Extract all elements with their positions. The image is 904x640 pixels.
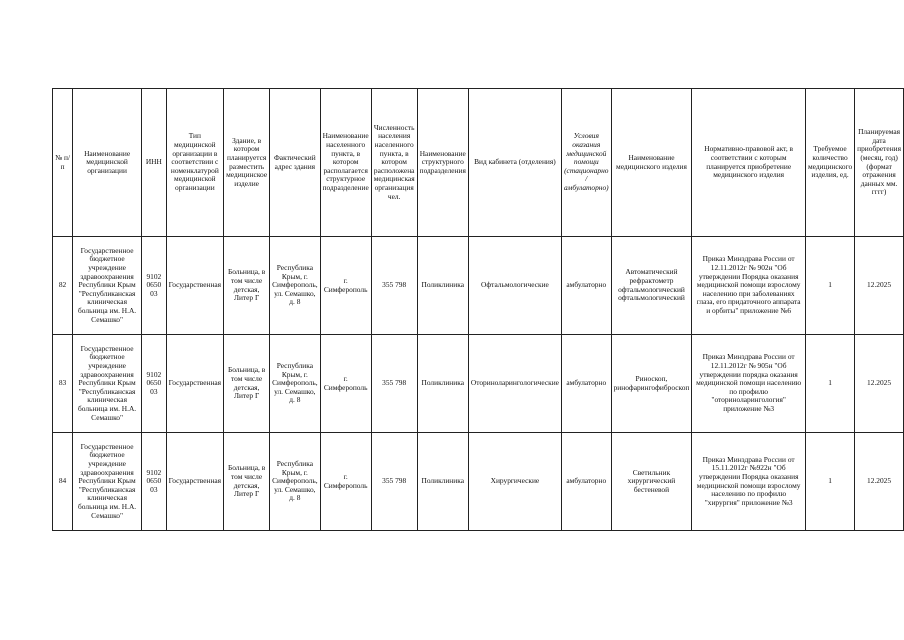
header-row (53, 89, 904, 237)
header-cell: Планируемая дата приобретения (месяц, год) (формат отражения данных мм. гггг) (855, 89, 904, 237)
organization-cell: Государственное бюджетное учреждение здравоохранения Республики Крым "Республиканская клиническая больница им. Н.А. Семашко" (73, 237, 142, 335)
header-cell: Нормативно-правовой акт, в соответствии с которым планируется приобретение медицинского изделия (692, 89, 806, 237)
conditions-cell: амбулаторно (561, 335, 611, 433)
conditions-cell: амбулаторно (561, 433, 611, 531)
header-cell: Наименование медицинской организации (73, 89, 142, 237)
row-number-cell: 83 (53, 335, 73, 433)
header-cell: Наименование населенного пункта, в котором располагается структурное подразделение (320, 89, 371, 237)
organization-cell: Государственное бюджетное учреждение здравоохранения Республики Крым "Республиканская клиническая больница им. Н.А. Семашко" (73, 433, 142, 531)
header-cell: № п/п (53, 89, 73, 237)
device-cell: Риноскоп, ринофарингофиброскоп (611, 335, 692, 433)
header-cell: Условия оказания медицинской помощи (стационарно / амбулаторно) (561, 89, 611, 237)
building-cell: Больница, в том числе детская, Литер Г (224, 237, 270, 335)
unit-cell: Поликлиника (417, 237, 468, 335)
population-cell: 355 798 (371, 335, 417, 433)
locality-cell: г. Симферополь (320, 433, 371, 531)
inn-cell: 9102 0650 03 (142, 237, 167, 335)
device-cell: Светильник хирургический бестеневой (611, 433, 692, 531)
row-number-cell: 84 (53, 433, 73, 531)
address-cell: Республика Крым, г. Симферополь, ул. Семашко, д. 8 (270, 433, 320, 531)
device-cell: Автоматический рефрактометр офтальмологический офтальмологический (611, 237, 692, 335)
inn-cell: 9102 0650 03 (142, 335, 167, 433)
conditions-cell: амбулаторно (561, 237, 611, 335)
quantity-cell: 1 (805, 335, 854, 433)
date-cell: 12.2025 (855, 433, 904, 531)
locality-cell: г. Симферополь (320, 237, 371, 335)
header-cell: Вид кабинета (отделения) (468, 89, 561, 237)
org-type-cell: Государственная (166, 237, 223, 335)
header-cell: Требуемое количество медицинского изделия, ед. (805, 89, 854, 237)
locality-cell: г. Симферополь (320, 335, 371, 433)
date-cell: 12.2025 (855, 335, 904, 433)
date-cell: 12.2025 (855, 237, 904, 335)
header-cell: Здание, в котором планируется разместить медицинское изделие (224, 89, 270, 237)
legal-act-cell: Приказ Минздрава России от 12.11.2012г № 905н "Об утверждении порядка оказания медицинской помощи населению по профилю "оториноларингология" приложение №3 (692, 335, 806, 433)
inn-cell: 9102 0650 03 (142, 433, 167, 531)
unit-cell: Поликлиника (417, 335, 468, 433)
quantity-cell: 1 (805, 433, 854, 531)
table-row (53, 433, 904, 531)
organization-cell: Государственное бюджетное учреждение здравоохранения Республики Крым "Республиканская клиническая больница им. Н.А. Семашко" (73, 335, 142, 433)
header-cell: Численность населения населенного пункта, в котором расположена медицинская организация чел. (371, 89, 417, 237)
building-cell: Больница, в том числе детская, Литер Г (224, 433, 270, 531)
address-cell: Республика Крым, г. Симферополь, ул. Семашко, д. 8 (270, 335, 320, 433)
cabinet-cell: Хирургические (468, 433, 561, 531)
legal-act-cell: Приказ Минздрава России от 12.11.2012г № 902н "Об утверждении Порядка оказания медицинской помощи взрослому населению при заболеваниях глаза, его придаточного аппарата и орбиты" приложение №6 (692, 237, 806, 335)
cabinet-cell: Оториноларингологические (468, 335, 561, 433)
population-cell: 355 798 (371, 237, 417, 335)
header-cell: Фактический адрес здания (270, 89, 320, 237)
row-number-cell: 82 (53, 237, 73, 335)
header-cell: Наименование структурного подразделения (417, 89, 468, 237)
table-row (53, 335, 904, 433)
address-cell: Республика Крым, г. Симферополь, ул. Семашко, д. 8 (270, 237, 320, 335)
header-cell: Тип медицинской организации в соответствии с номенклатурой медицинской организации (166, 89, 223, 237)
header-cell: Наименование медицинского изделия (611, 89, 692, 237)
legal-act-cell: Приказ Минздрава России от 15.11.2012г №922н "Об утверждении Порядка оказания медицинской помощи взрослому населению по профилю "хирургия" приложение №3 (692, 433, 806, 531)
header-cell: ИНН (142, 89, 167, 237)
org-type-cell: Государственная (166, 335, 223, 433)
org-type-cell: Государственная (166, 433, 223, 531)
population-cell: 355 798 (371, 433, 417, 531)
building-cell: Больница, в том числе детская, Литер Г (224, 335, 270, 433)
unit-cell: Поликлиника (417, 433, 468, 531)
cabinet-cell: Офтальмологические (468, 237, 561, 335)
table-row (53, 237, 904, 335)
medical-equipment-table (52, 88, 904, 531)
quantity-cell: 1 (805, 237, 854, 335)
